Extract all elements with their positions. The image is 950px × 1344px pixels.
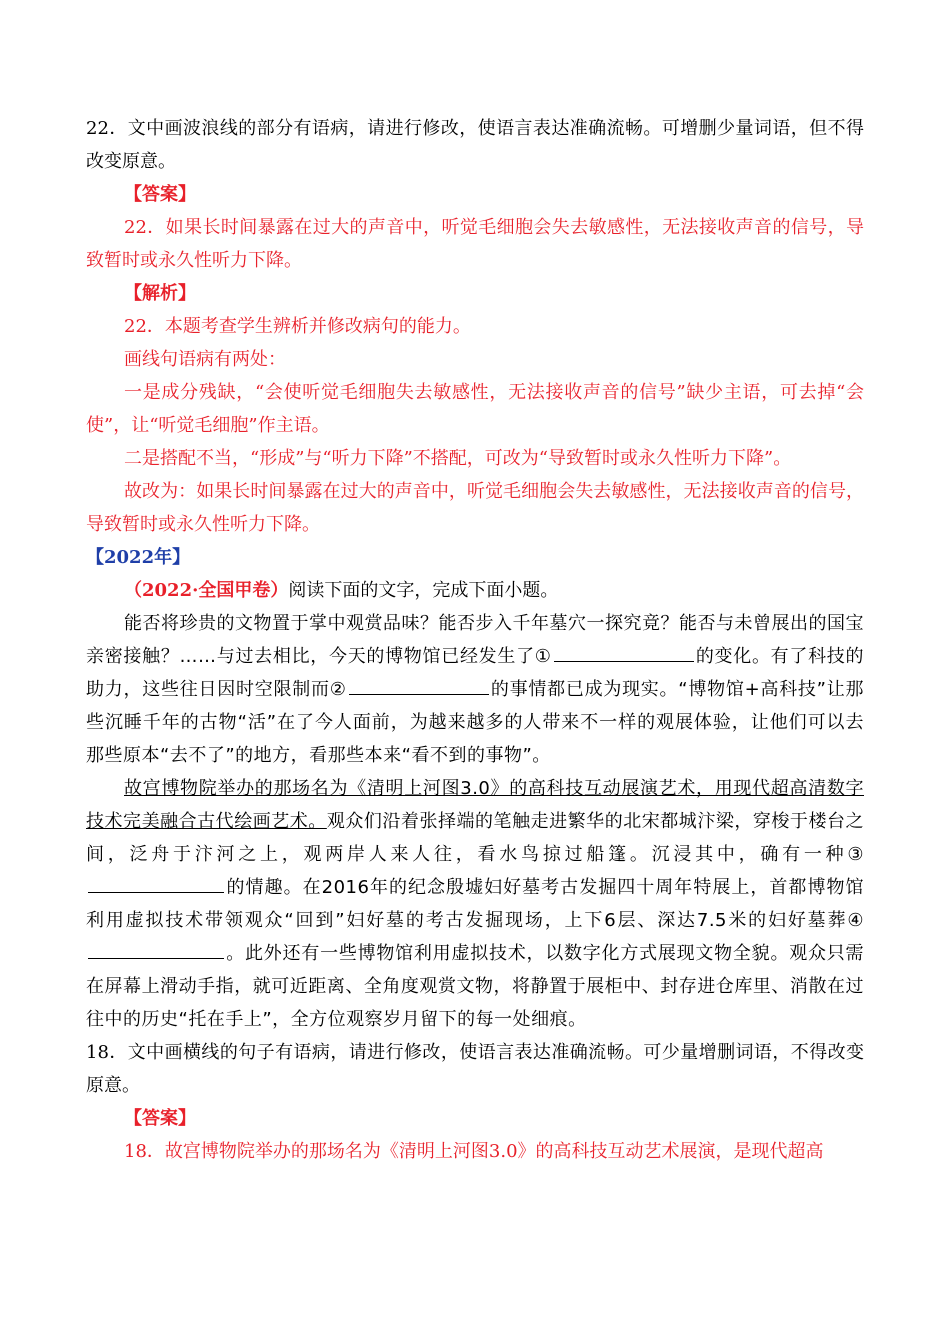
- answer-22: 22．如果长时间暴露在过大的声音中，听觉毛细胞会失去敏感性，无法接收声音的信号，导致暂时或永久性听力下降。: [86, 217, 864, 271]
- analysis-line-4: 二是搭配不当，“形成”与“听力下降”不搭配，可改为“导致暂时或永久性听力下降”。: [124, 448, 792, 469]
- document-page: [86, 112, 864, 1168]
- analysis-label: 【解析】: [124, 283, 196, 304]
- intro-text: 阅读下面的文字，完成下面小题。: [288, 580, 559, 601]
- passage-paragraph-1: [86, 607, 864, 772]
- passage-text: 能否将珍贵的文物置于掌中观赏品味？能否步入千年墓穴一探究竟？能否与未曾展出的国宝亲密接触？……与过去相比，今天的博物馆已经发生了①: [86, 613, 864, 667]
- blank-3[interactable]: [88, 874, 224, 893]
- question-22: 22．文中画波浪线的部分有语病，请进行修改，使语言表达准确流畅。可增删少量词语，但不得改变原意。: [86, 118, 864, 172]
- passage-text: 。此外还有一些博物馆利用虚拟技术，以数字化方式展现文物全貌。观众只需在屏幕上滑动手指，就可近距离、全角度观赏文物，将静置于展柜中、封存进仓库里、消散在过往中的历史“托在手上”，全方位观察岁月留下的每一处细痕。: [86, 943, 864, 1030]
- answer-label: 【答案】: [124, 184, 196, 205]
- analysis-line-5: 故改为：如果长时间暴露在过大的声音中，听觉毛细胞会失去敏感性，无法接收声音的信号，导致暂时或永久性听力下降。: [86, 481, 864, 535]
- answer-label-18: 【答案】: [124, 1108, 196, 1129]
- analysis-line-3: 一是成分残缺，“会使听觉毛细胞失去敏感性，无法接收声音的信号”缺少主语，可去掉“会使”，让“听觉毛细胞”作主语。: [86, 382, 864, 436]
- underlined-sentence: 故宫博物院举办的那场名为《清明上河图3.0》的高科技互动展演艺术，用现代超高清数字技术完美融合古代绘画艺术。: [86, 778, 864, 832]
- source-line: [86, 574, 864, 607]
- question-18: 18．文中画横线的句子有语病，请进行修改，使语言表达准确流畅。可少量增删词语，不得改变原意。: [86, 1042, 864, 1096]
- passage-text: 的事情都已成为现实。“博物馆+高科技”让那些沉睡千年的古物“活”在了今人面前，为越来越多的人带来不一样的观展体验，让他们可以去那些原本“去不了”的地方，看那些本来“看不到的事物”。: [86, 679, 864, 766]
- passage-text: 的变化。有了科技的助力，这些往日因时空限制而②: [86, 646, 864, 700]
- blank-4[interactable]: [88, 940, 224, 959]
- passage-text: 的情趣。在2016年的纪念殷墟妇好墓考古发掘四十周年特展上，首都博物馆利用虚拟技术带领观众“回到”妇好墓的考古发掘现场，上下6层、深达7.5米的妇好墓葬④: [86, 877, 864, 931]
- passage-text: 观众们沿着张择端的笔触走进繁华的北宋都城汴梁，穿梭于楼台之间，泛舟于汴河之上，观两岸人来人往，看水鸟掠过船篷。沉浸其中，确有一种③: [86, 811, 865, 865]
- analysis-line-2: 画线句语病有两处：: [124, 349, 286, 370]
- source-tag: （2022·全国甲卷）: [124, 580, 289, 601]
- answer-18: 18．故宫博物院举办的那场名为《清明上河图3.0》的高科技互动艺术展演，是现代超高: [124, 1141, 824, 1162]
- analysis-line-1: 22．本题考查学生辨析并修改病句的能力。: [124, 316, 471, 337]
- blank-1[interactable]: [554, 643, 694, 662]
- passage-paragraph-2: [86, 772, 864, 1036]
- blank-2[interactable]: [349, 676, 489, 695]
- year-tag: 【2022年】: [86, 547, 191, 568]
